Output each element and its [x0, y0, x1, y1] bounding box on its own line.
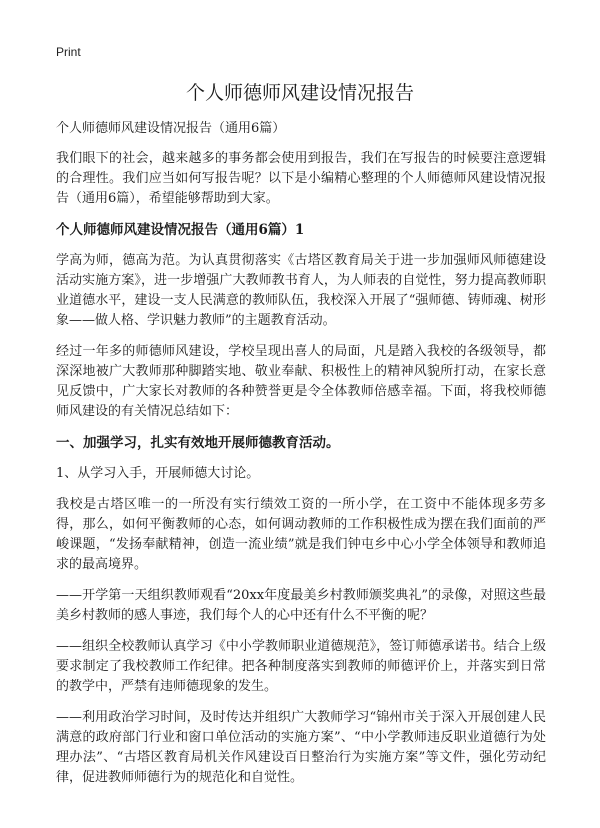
document-title: 个人师德师风建设情况报告 [185, 82, 414, 104]
body-paragraph-5: ——组织全校教师认真学习《中小学教师职业道德规范》，签订师德承诺书。结合上级要求制定了我校教师工作纪律。把各种制度落实到教师的师德评价上，并落实到日常的教学中，严禁有违师德现象的发生。 [56, 639, 546, 694]
sub-heading-1: 1、从学习入手，开展师德大讨论。 [56, 466, 260, 481]
body-paragraph-6: ——利用政治学习时间，及时传达并组织广大教师学习“锦州市关于深入开展创建人民满意的政府部门行业和窗口单位活动的实施方案”、“中小学教师违反职业道德行为处理办法”、“古塔区教育局机关作风建设百日整治行为实施方案”等文件，强化劳动纪律，促进教师师德行为的规范化和自觉性。 [56, 710, 546, 785]
body-paragraph-4: ——开学第一天组织教师观看“20xx年度最美乡村教师颁奖典礼”的录像，对照这些最美乡村教师的感人事迹，我们每个人的心中还有什么不平衡的呢？ [56, 588, 546, 623]
body-paragraph-1: 学高为师，德高为范。为认真贯彻落实《古塔区教育局关于进一步加强师风师德建设活动实施方案》，进一步增强广大教师教书育人，为人师表的自觉性，努力提高教师职业道德水平，建设一支人民满意的教师队伍，我校深入开展了“强师德、铸师魂、树形象——做人格、学识魅力教师”的主题教育活动。 [56, 253, 546, 328]
document-body [56, 119, 546, 799]
section-heading: 个人师德师风建设情况报告（通用6篇）1 [56, 222, 305, 238]
document-subtitle: 个人师德师风建设情况报告（通用6篇） [56, 121, 286, 136]
part-one-heading: 一、加强学习，扎实有效地开展师德教育活动。 [56, 435, 340, 451]
intro-paragraph: 我们眼下的社会，越来越多的事务都会使用到报告，我们在写报告的时候要注意逻辑的合理性。我们应当如何写报告呢？以下是小编精心整理的个人师德师风建设情况报告（通用6篇），希望能够帮助到大家。 [56, 151, 546, 206]
body-paragraph-3: 我校是古塔区唯一的一所没有实行绩效工资的一所小学，在工资中不能体现多劳多得，那么，如何平衡教师的心态，如何调动教师的工作积极性成为摆在我们面前的严峻课题，“发扬奉献精神，创造一流业绩”就是我们钟屯乡中心小学全体领导和教师追求的最高境界。 [56, 497, 546, 572]
print-link[interactable]: Print [56, 45, 81, 59]
body-paragraph-2: 经过一年多的师德师风建设，学校呈现出喜人的局面，凡是踏入我校的各级领导，都深深地被广大教师那种脚踏实地、敬业奉献、积极性上的精神风貌所打动，在家长意见反馈中，广大家长对教师的各种赞誉更是令全体教师倍感幸福。下面，将我校师德师风建设的有关情况总结如下： [56, 344, 546, 419]
